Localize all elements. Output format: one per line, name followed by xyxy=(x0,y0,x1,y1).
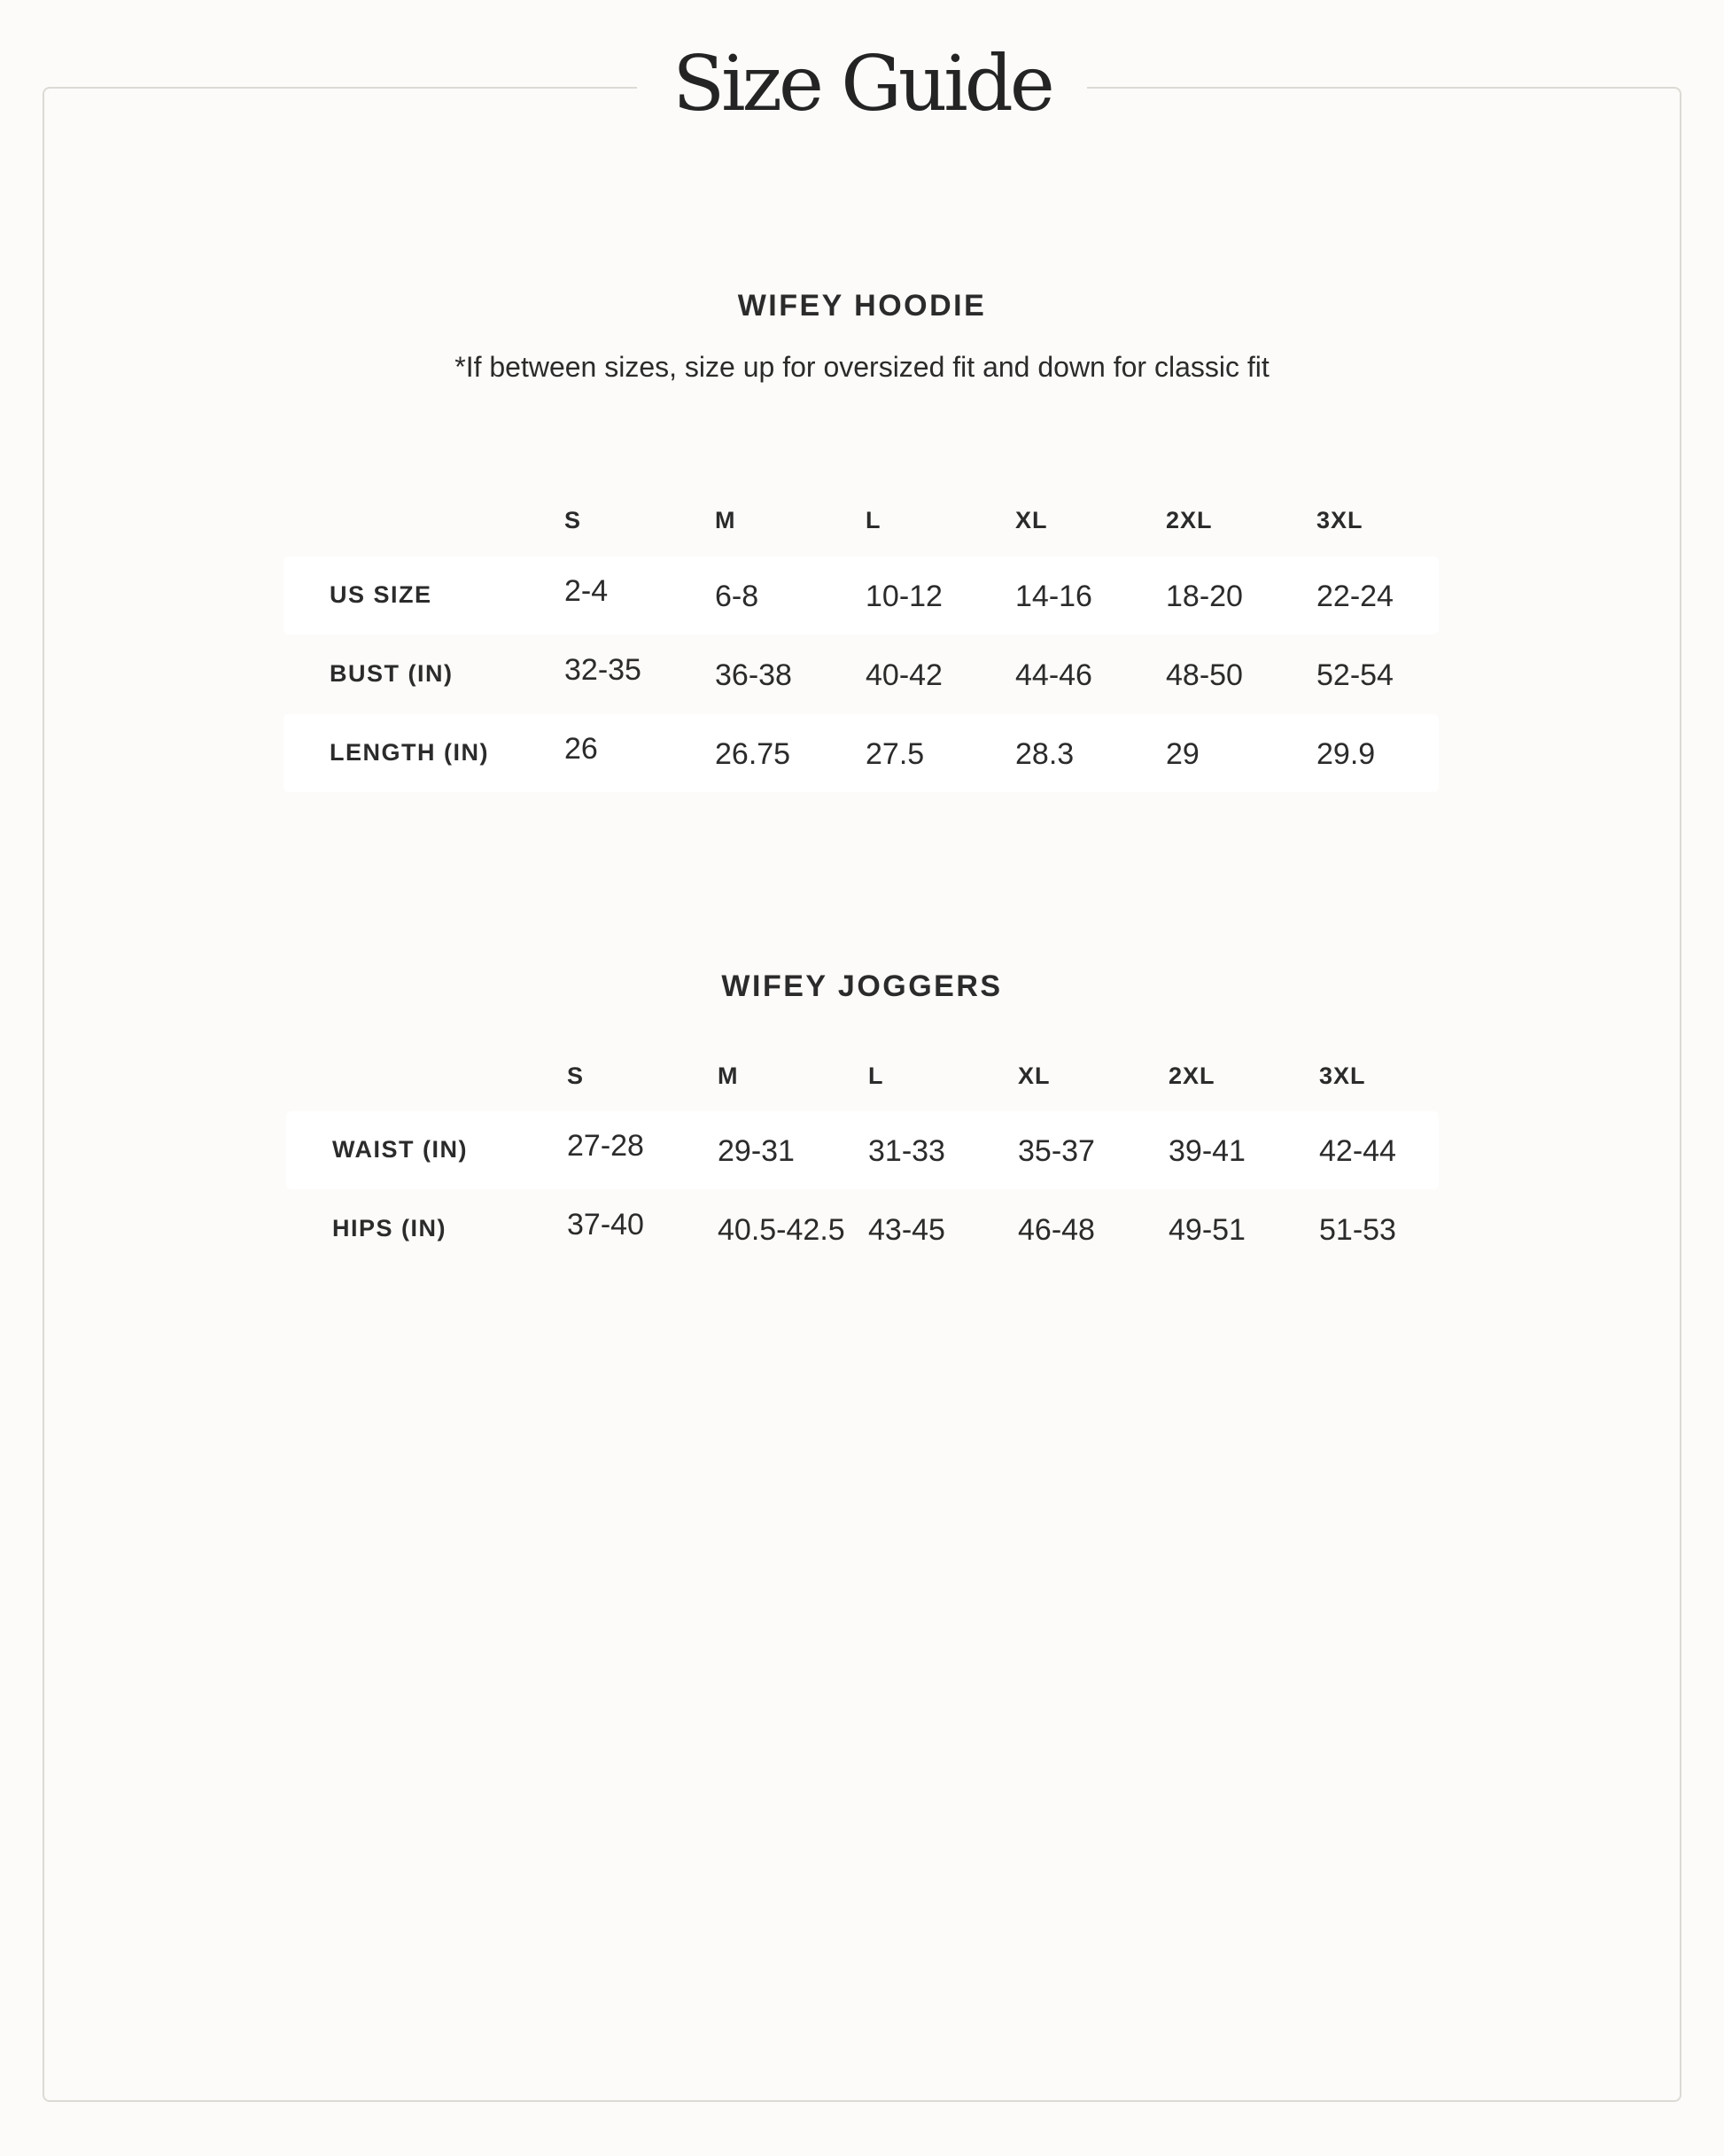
table-cell: 6-8 xyxy=(715,580,759,613)
row-label-us-size: US SIZE xyxy=(330,581,432,608)
table-cell: 27.5 xyxy=(866,737,925,771)
table-cell: 26 xyxy=(564,732,598,766)
table-cell: 48-50 xyxy=(1166,658,1243,692)
table-row xyxy=(283,557,1439,634)
size-header-m: M xyxy=(715,507,736,533)
table-cell: 49-51 xyxy=(1169,1213,1246,1247)
table-cell: 32-35 xyxy=(564,653,641,687)
row-label-waist: WAIST (IN) xyxy=(332,1136,468,1163)
joggers-section-title: WIFEY JOGGERS xyxy=(721,969,1003,1003)
table-cell: 42-44 xyxy=(1319,1134,1396,1168)
size-header-3xl: 3XL xyxy=(1316,507,1363,533)
size-header-xl: XL xyxy=(1018,1062,1051,1089)
table-cell: 39-41 xyxy=(1169,1134,1246,1168)
table-row xyxy=(283,635,1439,713)
table-cell: 27-28 xyxy=(567,1129,644,1163)
table-cell: 10-12 xyxy=(866,580,943,613)
size-header-l: L xyxy=(868,1062,884,1089)
table-row xyxy=(286,1111,1439,1189)
size-header-m: M xyxy=(718,1062,739,1089)
table-cell: 26.75 xyxy=(715,737,791,771)
table-cell: 46-48 xyxy=(1018,1213,1095,1247)
table-cell: 40.5-42.5 xyxy=(718,1213,845,1247)
table-cell: 36-38 xyxy=(715,658,792,692)
table-cell: 29-31 xyxy=(718,1134,795,1168)
table-cell: 37-40 xyxy=(567,1208,644,1241)
table-cell: 35-37 xyxy=(1018,1134,1095,1168)
size-header-2xl: 2XL xyxy=(1166,507,1213,533)
table-cell: 2-4 xyxy=(564,574,609,608)
size-header-3xl: 3XL xyxy=(1319,1062,1366,1089)
table-cell: 44-46 xyxy=(1015,658,1092,692)
row-label-length: LENGTH (IN) xyxy=(330,739,489,766)
size-header-l: L xyxy=(866,507,881,533)
row-label-bust: BUST (IN) xyxy=(330,660,454,687)
table-cell: 31-33 xyxy=(868,1134,945,1168)
hoodie-section-title: WIFEY HOODIE xyxy=(737,289,987,323)
table-row xyxy=(283,714,1439,792)
page-title: Size Guide xyxy=(637,35,1087,133)
size-header-s: S xyxy=(567,1062,585,1089)
table-cell: 51-53 xyxy=(1319,1213,1396,1247)
table-cell: 43-45 xyxy=(868,1213,945,1247)
table-row xyxy=(286,1190,1439,1268)
size-guide-frame xyxy=(43,87,1681,2102)
table-cell: 14-16 xyxy=(1015,580,1092,613)
table-cell: 29 xyxy=(1166,737,1200,771)
table-cell: 52-54 xyxy=(1316,658,1394,692)
table-cell: 29.9 xyxy=(1316,737,1376,771)
row-label-hips: HIPS (IN) xyxy=(332,1215,447,1241)
table-cell: 22-24 xyxy=(1316,580,1394,613)
table-cell: 18-20 xyxy=(1166,580,1243,613)
size-header-s: S xyxy=(564,507,582,533)
size-header-2xl: 2XL xyxy=(1169,1062,1215,1089)
hoodie-fit-note: *If between sizes, size up for oversized fit and down for classic fit xyxy=(454,351,1270,383)
table-cell: 40-42 xyxy=(866,658,943,692)
size-header-xl: XL xyxy=(1015,507,1048,533)
table-cell: 28.3 xyxy=(1015,737,1075,771)
